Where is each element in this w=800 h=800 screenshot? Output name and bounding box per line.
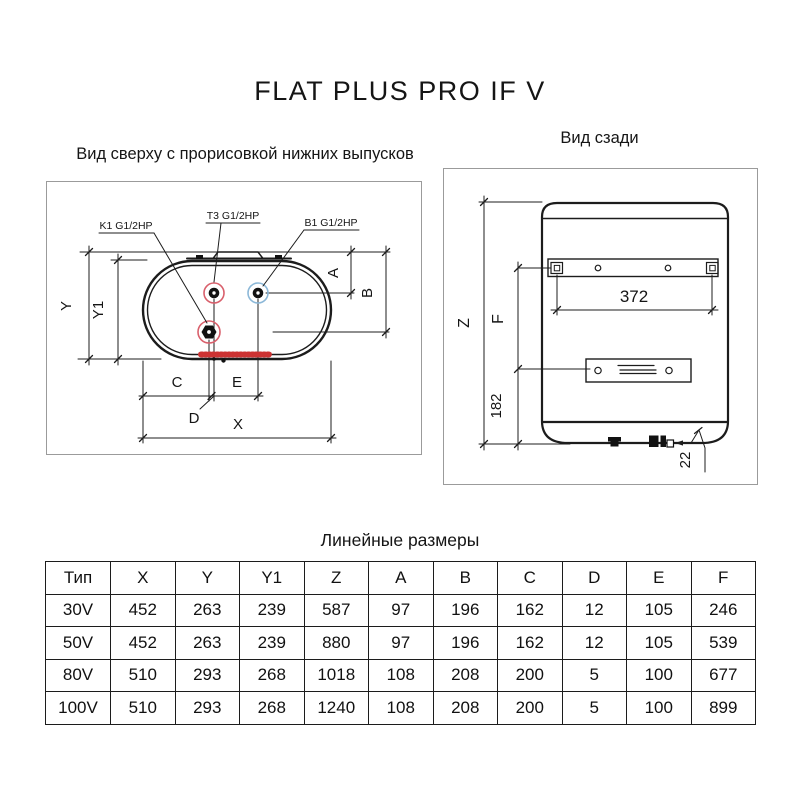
value-cell: 196: [433, 627, 498, 660]
dim-label-182: 182: [488, 393, 505, 419]
value-cell: 268: [240, 692, 305, 725]
type-cell: 100V: [46, 692, 111, 725]
value-cell: 263: [175, 627, 240, 660]
column-header: E: [627, 562, 692, 595]
dim-label-d: D: [188, 410, 200, 427]
dim-label-22: 22: [677, 451, 694, 469]
value-cell: 108: [369, 692, 434, 725]
column-header: A: [369, 562, 434, 595]
value-cell: 452: [111, 594, 176, 627]
lower-mount-bracket: [586, 359, 691, 382]
bottom-pipe-stubs: [608, 436, 674, 448]
dim-label-z: Z: [456, 318, 473, 328]
value-cell: 452: [111, 627, 176, 660]
table-row: [46, 594, 756, 627]
value-cell: 105: [627, 594, 692, 627]
upper-mount-bracket: [548, 259, 718, 277]
top-view-figure: [46, 181, 422, 455]
value-cell: 12: [562, 627, 627, 660]
value-cell: 293: [175, 659, 240, 692]
dim-label-e: E: [231, 374, 243, 391]
rear-view-figure: [443, 168, 758, 485]
value-cell: 239: [240, 627, 305, 660]
dimension-ticks: [481, 199, 716, 448]
table-row: [46, 627, 756, 660]
type-cell: 50V: [46, 627, 111, 660]
page-title: FLAT PLUS PRO IF V: [254, 76, 546, 106]
port-label-t3: T3 G1/2HP: [206, 210, 260, 222]
value-cell: 880: [304, 627, 369, 660]
value-cell: 100: [627, 692, 692, 725]
tank-top-outline: [143, 261, 331, 359]
table-header-row: [46, 562, 756, 595]
value-cell: 5: [562, 659, 627, 692]
dim-label-372: 372: [619, 287, 649, 306]
column-header: F: [691, 562, 756, 595]
value-cell: 510: [111, 659, 176, 692]
value-cell: 12: [562, 594, 627, 627]
value-cell: 108: [369, 659, 434, 692]
column-header: Z: [304, 562, 369, 595]
value-cell: 539: [691, 627, 756, 660]
port-label-b1: B1 G1/2HP: [304, 217, 358, 229]
port-label-k1: K1 G1/2HP: [99, 220, 153, 232]
value-cell: 200: [498, 692, 563, 725]
column-header: Тип: [46, 562, 111, 595]
value-cell: 5: [562, 692, 627, 725]
value-cell: 677: [691, 659, 756, 692]
value-cell: 587: [304, 594, 369, 627]
value-cell: 246: [691, 594, 756, 627]
value-cell: 899: [691, 692, 756, 725]
value-cell: 1018: [304, 659, 369, 692]
dimension-ticks: [86, 249, 390, 442]
dim-label-y: Y: [58, 300, 75, 312]
value-cell: 97: [369, 627, 434, 660]
value-cell: 105: [627, 627, 692, 660]
value-cell: 208: [433, 659, 498, 692]
value-cell: 100: [627, 659, 692, 692]
dim-label-b: B: [359, 287, 376, 299]
dim-label-f: F: [490, 314, 507, 324]
value-cell: 293: [175, 692, 240, 725]
dimensions-table: [45, 561, 756, 725]
value-cell: 200: [498, 659, 563, 692]
top-view-heading: Вид сверху с прорисовкой нижних выпусков: [76, 145, 414, 163]
value-cell: 162: [498, 627, 563, 660]
column-header: Y: [175, 562, 240, 595]
value-cell: 268: [240, 659, 305, 692]
column-header: D: [562, 562, 627, 595]
column-header: C: [498, 562, 563, 595]
type-cell: 80V: [46, 659, 111, 692]
top-view-drawing: [47, 182, 421, 454]
table-body: [46, 594, 756, 724]
value-cell: 162: [498, 594, 563, 627]
table-row: [46, 659, 756, 692]
heating-element-hatch: [199, 353, 271, 355]
dim-label-x: X: [232, 416, 244, 433]
rear-view-drawing: [444, 169, 757, 484]
value-cell: 1240: [304, 692, 369, 725]
table-heading: Линейные размеры: [320, 530, 480, 550]
value-cell: 208: [433, 692, 498, 725]
column-header: X: [111, 562, 176, 595]
column-header: B: [433, 562, 498, 595]
table-row: [46, 692, 756, 725]
value-cell: 263: [175, 594, 240, 627]
value-cell: 239: [240, 594, 305, 627]
dim-label-y1: Y1: [90, 300, 107, 320]
dim-label-a: A: [325, 267, 342, 279]
dim-label-c: C: [171, 374, 183, 391]
value-cell: 510: [111, 692, 176, 725]
value-cell: 196: [433, 594, 498, 627]
value-cell: 97: [369, 594, 434, 627]
tank-rear-outline: [542, 203, 728, 443]
column-header: Y1: [240, 562, 305, 595]
rear-view-heading: Вид сзади: [560, 129, 639, 147]
type-cell: 30V: [46, 594, 111, 627]
